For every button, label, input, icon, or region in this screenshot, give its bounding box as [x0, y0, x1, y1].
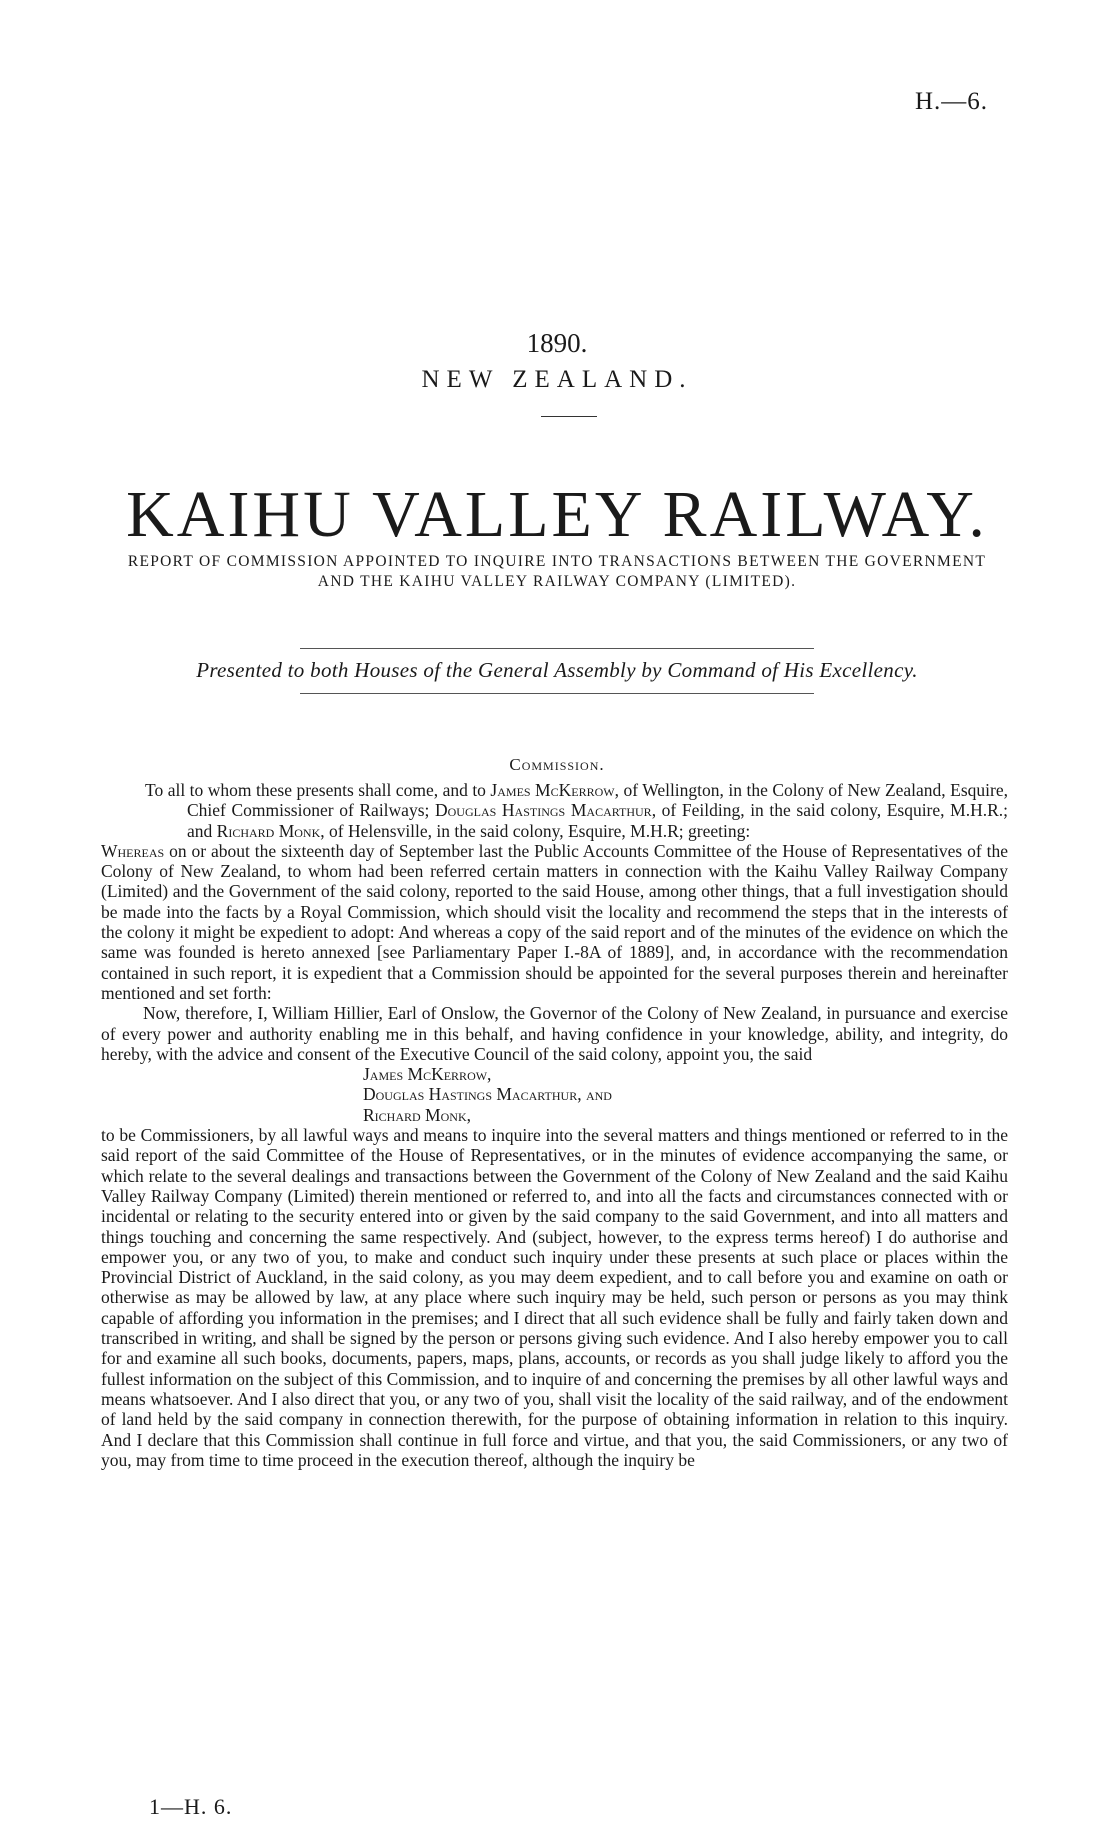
- whereas-text: on or about the sixteenth day of September last the Public Accounts Committee of the House of Representatives of the Colony of New Zealand, to whom had been referred certain matters in connection with the Kaihu Valley Railway Company (Limited) and the Government of the said colony, reported to the said House, among other things, that a full investigation should be made into the facts by a Royal Commission, which should visit the locality and recommend the steps that in the interests of the colony it might be expedient to adopt: And whereas a copy of the said report and of the minutes of the evidence on which the same was founded is hereto annexed [see Parliamentary Paper I.-8A of 1889], and, in accordance with the recommendation contained in such report, it is expedient that a Commission should be appointed for the several purposes therein and hereinafter mentioned and set forth:: [101, 840, 1008, 1003]
- appointee-name: James McKerrow,: [363, 1064, 492, 1085]
- page-reference: H.—6.: [914, 88, 988, 115]
- report-subtitle: REPORT OF COMMISSION APPOINTED TO INQUIRE INTO TRANSACTIONS BETWEEN THE GOVERNMENT AND THE KAIHU VALLEY RAILWAY COMPANY (LIMITED).: [127, 553, 987, 590]
- rule-below-presented: [300, 693, 814, 694]
- commissioner-name: Douglas Hastings Macarthur: [435, 800, 652, 821]
- appointee-name: Richard Monk,: [363, 1104, 471, 1125]
- address-text: , of Feilding, in the said colony, Esquire, M.H.R.; and: [187, 800, 1008, 841]
- rule-above-presented: [300, 648, 814, 649]
- document-year: 1890.: [526, 328, 588, 358]
- country-heading: NEW ZEALAND.: [421, 366, 693, 393]
- address-intro: To all to whom these presents shall come, and to: [145, 780, 491, 800]
- commissioner-name: Richard Monk: [216, 820, 321, 841]
- address-text: , of Wellington, in the Colony of New Zealand, Esquire, Chief Commissioner of Railways;: [187, 780, 1008, 821]
- appointee-list: [101, 1064, 1008, 1125]
- whereas-paragraph: [101, 841, 1008, 1003]
- page-signature: 1—H. 6.: [149, 1794, 233, 1819]
- page-title: KAIHU VALLEY RAILWAY.: [126, 478, 988, 551]
- commission-final-paragraph: to be Commissioners, by all lawful ways and means to inquire into the several matters and things mentioned or referred to in the said report of the said Committee of the House of Representatives, or in the minutes of evidence accompanying the same, or which relate to the several dealings and transactions between the Government of the Colony of New Zealand and the said Kaihu Valley Railway Company (Limited) therein mentioned or referred to, and into all the facts and circumstances connected with or incidental or relating to the security entered into or given by the said company to the said Government, and into all matters and things touching and concerning the same respectively. And (subject, however, to the express terms hereof) I do authorise and empower you, or any two of you, to make and conduct such inquiry under these presents at such place or places within the Provincial District of Auckland, in the said colony, as you may deem expedient, and to call before you and examine on oath or otherwise as may be allowed by law, at any place where such inquiry may be held, such person or persons as you may think capable of affording you information in the premises; and I direct that all such evidence shall be fully and fairly taken down and transcribed in writing, and shall be signed by the person or persons giving such evidence. And I also hereby empower you to call for and examine all such books, documents, papers, maps, plans, accounts, or records as you shall judge likely to afford you the fullest information on the subject of this Commission, and to inquire of and concerning the premises by all other lawful ways and means whatsoever. And I also direct that you, or any two of you, shall visit the locality of the said railway, and of the endowment of land held by the said company in connection therewith, for the purpose of obtaining information in relation to this inquiry. And I declare that this Commission shall continue in full force and virtue, and that you, the said Commissioners, or any two of you, may from time to time proceed in the execution thereof, although the inquiry be: [101, 1125, 1008, 1470]
- commission-body: [101, 780, 1008, 1470]
- address-text: , of Helensville, in the said colony, Esquire, M.H.R; greeting:: [320, 820, 751, 841]
- presented-line: Presented to both Houses of the General Assembly by Command of His Excellency.: [196, 658, 918, 682]
- commissioner-name: James McKerrow: [490, 780, 615, 800]
- address-paragraph: [101, 780, 1008, 841]
- commission-heading: Commission.: [509, 755, 605, 774]
- title-divider: [541, 416, 597, 417]
- whereas-lead: Whereas: [101, 840, 165, 861]
- appointee-name: Douglas Hastings Macarthur, and: [363, 1084, 612, 1105]
- now-therefore-paragraph: Now, therefore, I, William Hillier, Earl of Onslow, the Governor of the Colony of New Zealand, in pursuance and exercise of every power and authority enabling me in this behalf, and having confidence in your knowledge, ability, and integrity, do hereby, with the advice and consent of the Executive Council of the said colony, appoint you, the said: [101, 1003, 1008, 1064]
